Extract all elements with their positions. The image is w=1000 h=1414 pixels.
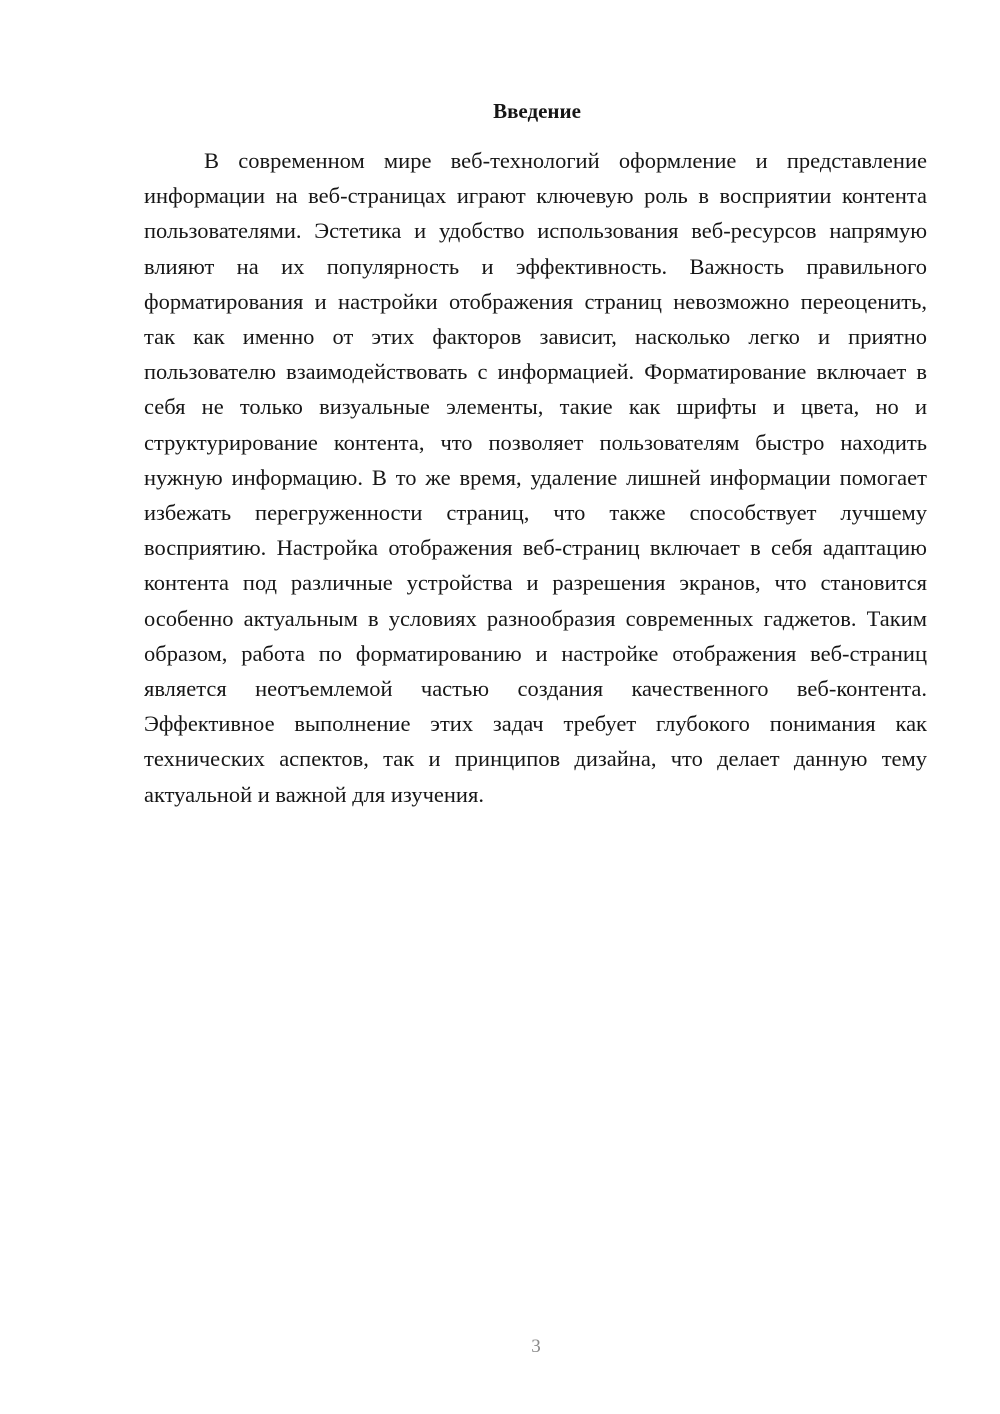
page-number: 3 xyxy=(531,1336,541,1357)
introduction-paragraph: В современном мире веб-технологий оформление и представление информации на веб-страницах играют ключевую роль в восприятии контента пользователями. Эстетика и удобство использования веб-ресурсов напрямую влияют на их популярность и эффективность. Важность правильного форматирования и настройки отображения страниц невозможно переоценить, так как именно от этих факторов зависит, насколько легко и приятно пользователю взаимодействовать с информацией. Форматирование включает в себя не только визуальные элементы, такие как шрифты и цвета, но и структурирование контента, что позволяет пользователям быстро находить нужную информацию. В то же время, удаление лишней информации помогает избежать перегруженности страниц, что также способствует лучшему восприятию. Настройка отображения веб-страниц включает в себя адаптацию контента под различные устройства и разрешения экранов, что становится особенно актуальным в условиях разнообразия современных гаджетов. Таким образом, работа по форматированию и настройке отображения веб-страниц является неотъемлемой частью создания качественного веб-контента. Эффективное выполнение этих задач требует глубокого понимания как технических аспектов, так и принципов дизайна, что делает данную тему актуальной и важной для изучения. xyxy=(144,148,927,807)
section-heading: Введение xyxy=(493,99,581,123)
